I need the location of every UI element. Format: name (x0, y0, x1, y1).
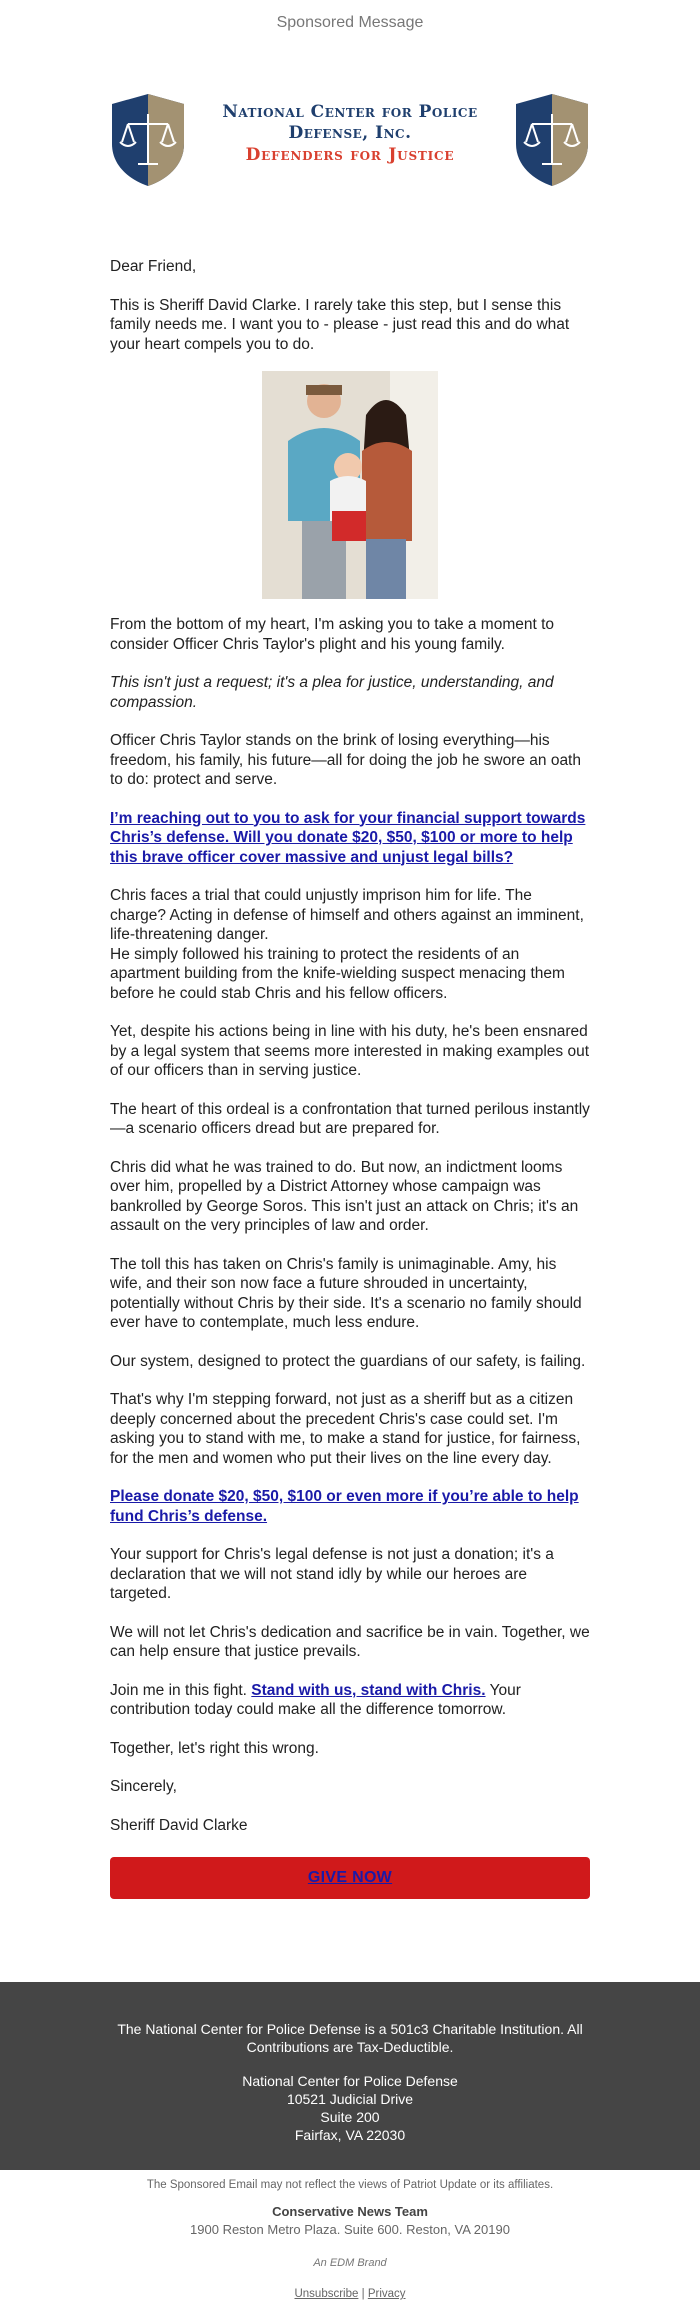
italic-text: This isn't just a request; it's a plea for justice, understanding, and compassion. (110, 674, 554, 711)
sender-address: 1900 Reston Metro Plaza. Suite 600. Reston, VA 20190 (190, 2222, 510, 2237)
privacy-link[interactable]: Privacy (367, 2288, 406, 2300)
support-link-paragraph (110, 809, 590, 868)
signature: Sheriff David Clarke (110, 1816, 248, 1834)
closing: Sincerely, (110, 1778, 177, 1795)
org-address-line2: Suite 200 (320, 2109, 380, 2125)
justice-scales-shield-icon (512, 92, 592, 188)
stand-with-chris-link[interactable]: Stand with us, stand with Chris. (251, 1681, 486, 1699)
system-paragraph: Our system, designed to protect the guardians of our safety, is failing. (110, 1352, 586, 1370)
trained-paragraph: Chris did what he was trained to do. But now, an indictment looms over him, propelled by a District Attorney whose campaign was bankrolled by George Soros. This isn't just an attack on Chris; it's an assault on the very principles of law and order. (110, 1158, 579, 1234)
donate-support-link[interactable]: I’m reaching out to you to ask for your financial support towards Chris’s defense. Will you donate $20, $50, $100 or more to help this brave officer cover massive and unjust legal bills? (110, 809, 586, 866)
sender-footer (0, 2170, 700, 2300)
family-photo (262, 371, 438, 599)
logo-title-line1: National Center for Police (222, 102, 478, 122)
org-address-line1: 10521 Judicial Drive (286, 2091, 414, 2107)
donate-amount-link[interactable]: Please donate $20, $50, $100 or even more if you’re able to help fund Chris’s defense. (110, 1488, 579, 1525)
give-now-button[interactable]: GIVE NOW (110, 1857, 590, 1899)
join-text-post: Your contribution today could make all the difference tomorrow. (110, 1681, 521, 1718)
trial-paragraph-1: Chris faces a trial that could unjustly imprison him for life. The charge? Acting in defense of himself and others against an imminent, life-threatening danger. (110, 887, 584, 943)
org-address-line3: Fairfax, VA 22030 (294, 2127, 406, 2143)
disclaimer-text: The Sponsored Email may not reflect the views of Patriot Update or its affiliates. (146, 2179, 554, 2191)
heart-paragraph: The heart of this ordeal is a confrontation that turned perilous instantly—a scenario officers dread but are prepared for. (110, 1100, 590, 1137)
nonprofit-notice: The National Center for Police Defense is a 501c3 Charitable Institution. All Contributions are Tax-Deductible. (117, 2021, 583, 2055)
intro-paragraph: This is Sheriff David Clarke. I rarely take this step, but I sense this family needs me. I want you to - please - just read this and do what your heart compels you to do. (110, 296, 570, 353)
letter-body (110, 257, 590, 1899)
footer-links (0, 2288, 700, 2300)
brand-label: An EDM Brand (313, 2257, 387, 2269)
brink-paragraph: Officer Chris Taylor stands on the brink of losing everything—his freedom, his family, his future—all for doing the job he swore an oath to do: protect and serve. (110, 732, 581, 788)
sponsored-label: Sponsored Message (276, 14, 424, 31)
organization-logo (108, 92, 592, 188)
despite-paragraph: Yet, despite his actions being in line with his duty, he's been ensnared by a legal system that seems more interested in making examples out of our officers than in serving justice. (110, 1023, 590, 1079)
toll-paragraph: The toll this has taken on Chris's family is unimaginable. Amy, his wife, and their son now face a future shrouded in uncertainty, potentially without Chris by their side. It's a scenario no family should ever have to contemplate, much less endure. (110, 1255, 582, 1331)
org-name: National Center for Police Defense (242, 2073, 458, 2089)
why-paragraph: That's why I'm stepping forward, not just as a sheriff but as a citizen deeply concerned about the precedent Chris's case could set. I'm asking you to stand with me, to make a stand for justice, for fairness, for the men and women who put their lives on the line every day. (110, 1391, 581, 1467)
greeting: Dear Friend, (110, 258, 197, 275)
together-paragraph: Together, let's right this wrong. (110, 1739, 319, 1757)
logo-tagline: Defenders for Justice (245, 145, 455, 165)
not-let-paragraph: We will not let Chris's dedication and sacrifice be in vain. Together, we can help ensure that justice prevails. (110, 1623, 590, 1660)
join-text-pre: Join me in this fight. (110, 1681, 247, 1699)
unsubscribe-link[interactable]: Unsubscribe (294, 2288, 359, 2300)
donate-link-paragraph (110, 1487, 590, 1526)
logo-title-line2: Defense, Inc. (288, 123, 412, 143)
plea-paragraph: From the bottom of my heart, I'm asking you to take a moment to consider Officer Chris Taylor's plight and his young family. (110, 616, 555, 653)
join-paragraph (110, 1681, 590, 1720)
justice-scales-shield-icon (108, 92, 188, 188)
support-paragraph: Your support for Chris's legal defense is not just a donation; it's a declaration that we will not stand idly by while our heroes are targeted. (110, 1546, 554, 1602)
organization-footer (0, 1982, 700, 2170)
trial-paragraph-2: He simply followed his training to protect the residents of an apartment building from the knife-wielding suspect menacing them before he could stab Chris and his fellow officers. (110, 945, 565, 1002)
sender-name: Conservative News Team (272, 2204, 428, 2219)
italic-paragraph (110, 673, 590, 712)
link-separator: | (361, 2288, 365, 2300)
